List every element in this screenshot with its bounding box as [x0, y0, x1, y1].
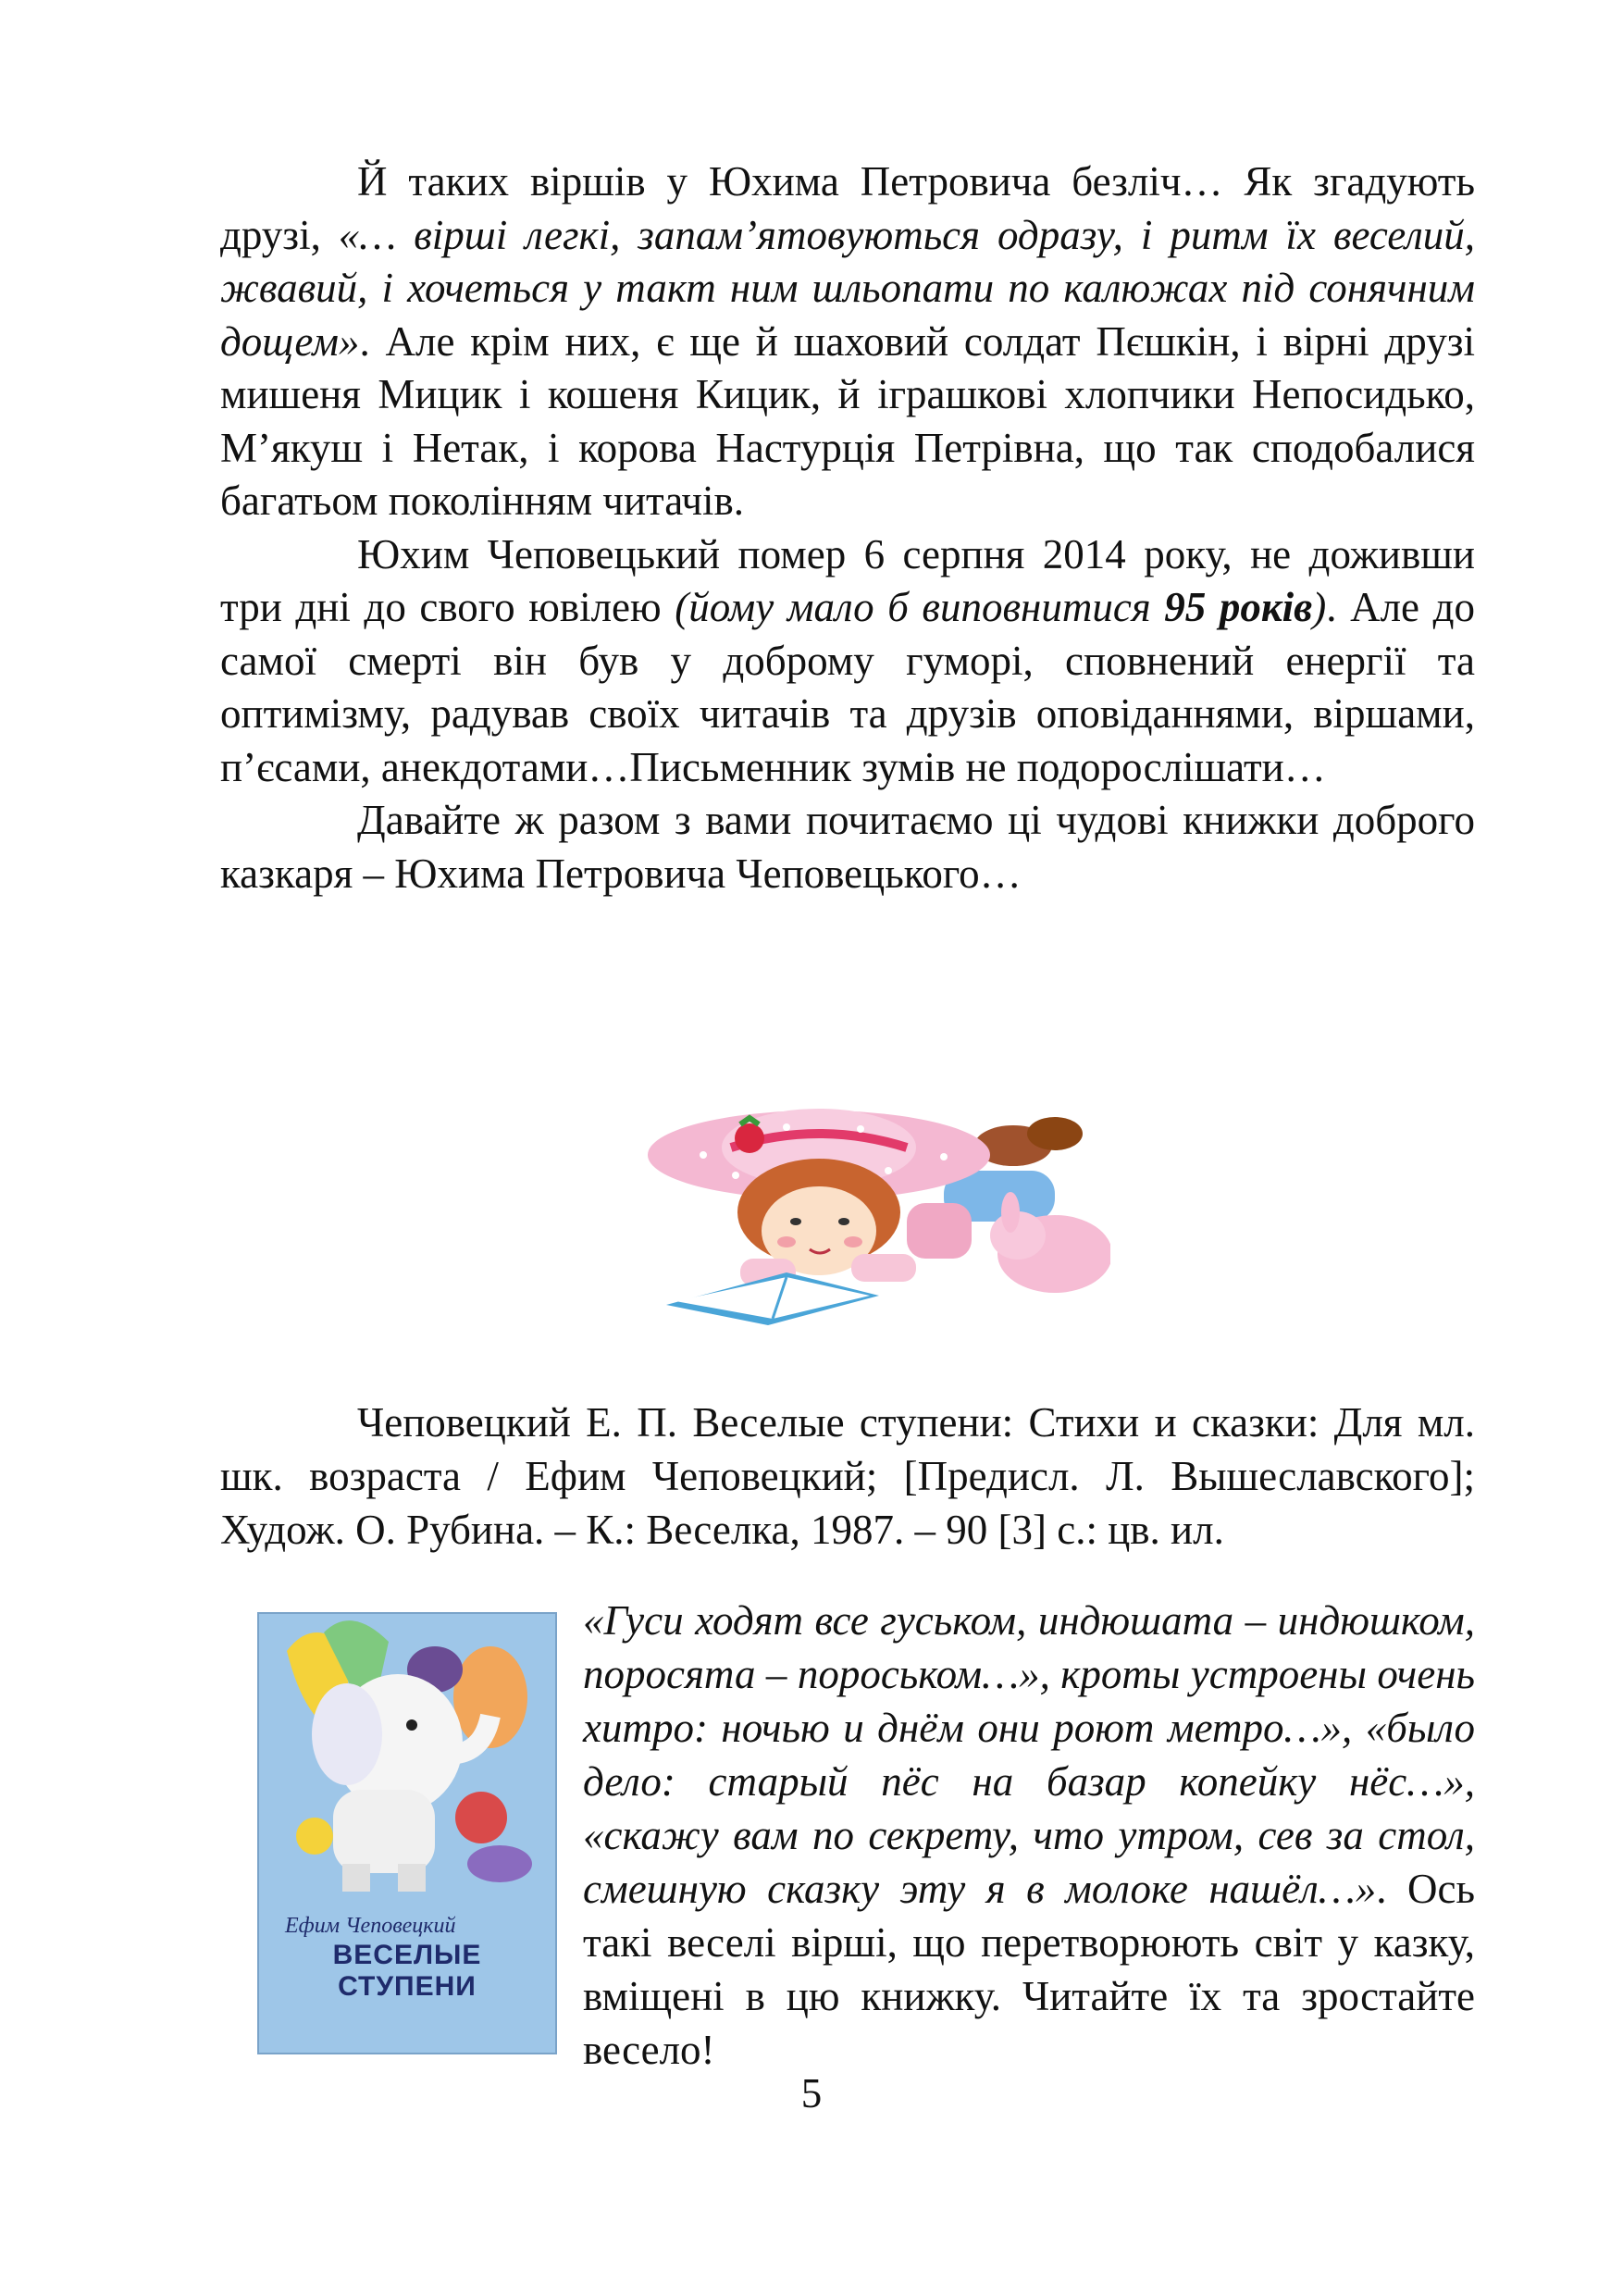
- separator: .: [666, 1399, 693, 1446]
- paragraph-text: . Але до самої смерті він був у доброму гуморі, сповнений енергії та оптимізму, радував своїх читачів та друзів оповіданнями, віршами, п’єсами, анекдотами…Письменник зумів не подорослішати…: [220, 584, 1476, 790]
- paragraph-invitation: [220, 794, 1475, 900]
- paragraph-text: Й таких віршів у Юхима Петровича безліч… Як згадують друзі,: [220, 158, 1475, 258]
- age-note: 95 років: [1164, 584, 1313, 630]
- paragraph-text: Давайте ж разом з вами почитаємо ці чудові книжки доброго казкаря – Юхима Петровича Чеповецького…: [220, 797, 1475, 897]
- book-entry: [220, 1396, 1475, 2077]
- book-cover-image: [257, 1612, 557, 2054]
- cover-author: Ефим Чеповецкий: [285, 1914, 456, 1938]
- main-text: [220, 155, 1475, 900]
- paragraph-death: [220, 528, 1475, 795]
- page-number: 5: [800, 2070, 823, 2116]
- book-author: Чеповецкий Е. П: [357, 1399, 667, 1446]
- girl-reading-illustration: [648, 1083, 1110, 1328]
- girl-reading-icon: [648, 1083, 1110, 1328]
- bibliographic-record: [220, 1396, 1475, 1557]
- book-details: Стихи и сказки: Для мл. шк. возраста / Ефим Чеповецкий; [Предисл. Л. Вышеславского]; Худож. О. Рубина. – К.: Веселка, 1987. – 90 [3] с.: цв. ил.: [220, 1399, 1476, 1553]
- paragraph-text: Юхим Чеповецький помер 6 серпня 2014 року, не доживши три дні до свого ювілею: [220, 530, 1475, 630]
- annotation-text: . Ось такі веселі вірші, що перетворюють світ у казку, вміщені в цю книжку. Читайте їх та зростайте весело!: [583, 1866, 1475, 2073]
- cover-title: ВЕСЕЛЫЕ СТУПЕНИ: [332, 1940, 482, 2002]
- friends-quote: «… вірші легкі, запам’ятовуються одразу, і ритм їх веселий, жвавий, і хочеться у такт ним шльопати по калюжах під сонячним дощем»: [220, 211, 1475, 365]
- paragraph-text: . Але крім них, є ще й шаховий солдат Пєшкін, і вірні друзі мишеня Мицик і кошеня Кицик, й іграшкові хлопчики Непосидько, М’якуш і Нетак, і корова Настурція Петрівна, що так сподобалися багатьом поколінням читачів.: [220, 317, 1475, 524]
- paragraph-poems: [220, 155, 1475, 528]
- italic-note-end: ): [1312, 584, 1327, 630]
- book-title: Веселые ступени:: [692, 1399, 1014, 1446]
- italic-note: (йому мало б виповнитися: [675, 584, 1165, 630]
- book-quote: «Гуси ходят все гуськом, индюшата – индюшком, поросята – пороськом…», кроты устроены очень хитро: ночью и днём они роют метро…», «было дело: старый пёс на базар копейку нёс…», «скажу вам по секрету, что утром, сев за стол, смешную сказку эту я в молоке нашёл…»: [583, 1597, 1475, 1912]
